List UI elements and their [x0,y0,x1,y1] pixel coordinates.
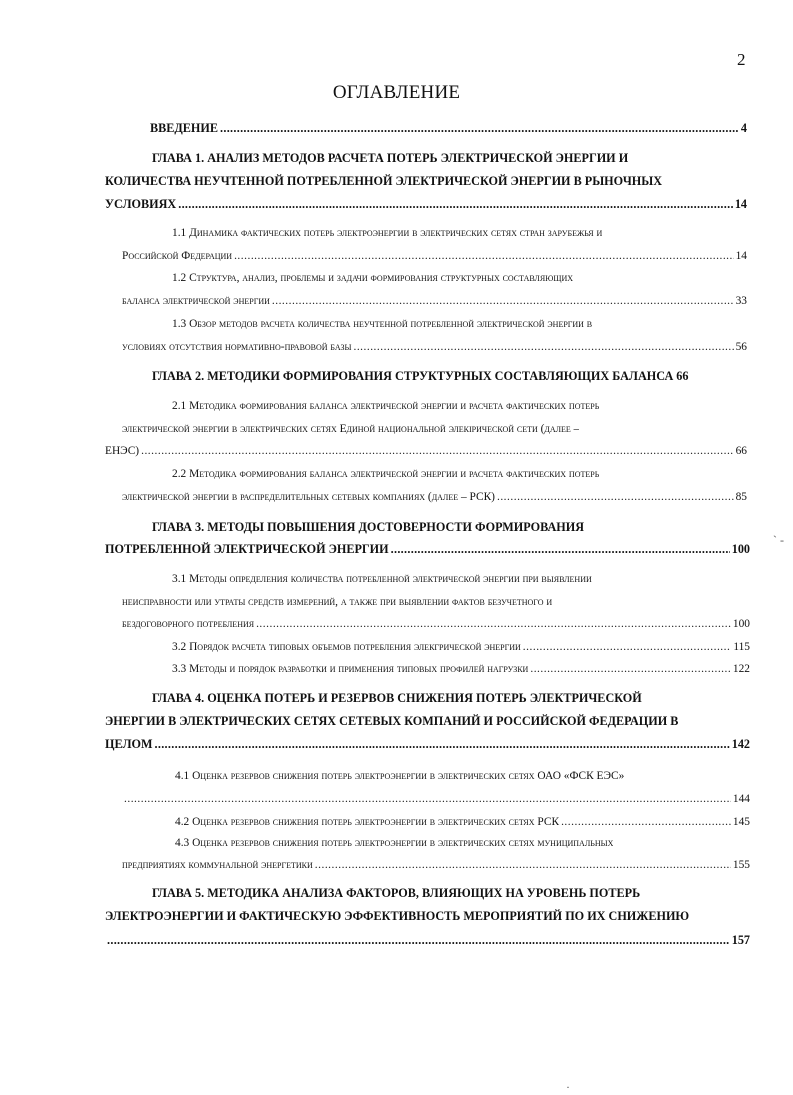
chapter-2-line-1[interactable]: ГЛАВА 2. МЕТОДИКИ ФОРМИРОВАНИЯ СТРУКТУРНЫХ СОСТАВЛЯЮЩИХ БАЛАНСА 66 [152,369,689,383]
scan-artifact: ` - [773,533,784,547]
section-3-1-line-2[interactable]: неисправности или утраты средств измерений, а также при выявлении фактов безучетного и [122,596,553,608]
dot-leader [155,737,730,751]
toc-entry-text: ВВЕДЕНИЕ [150,121,218,135]
toc-entry-text: Российской Федерации [122,250,233,262]
dot-leader [141,444,734,458]
section-3-2[interactable] [172,640,750,654]
section-3-1-line-3[interactable] [122,617,750,631]
section-2-1-line-2[interactable]: электрической энергии в электрических сетях Единой национальной элекірической сети (далее – [122,423,580,435]
chapter-1-line-1[interactable]: ГЛАВА 1. АНАЛИЗ МЕТОДОВ РАСЧЕТА ПОТЕРЬ ЭЛЕКТРИЧЕСКОЙ ЭНЕРГИИ И [152,151,629,165]
section-2-2-line-2[interactable] [122,490,747,504]
section-4-3-line-2[interactable] [122,858,750,872]
toc-entry-page: 33 [735,295,747,307]
section-4-1-line-1[interactable]: 4.1 Оценка резервов снижения потерь электроэнергии в электрических сетях ОАО «ФСК ЕЭС» [175,770,625,782]
toc-entry-page: 14 [735,250,747,262]
toc-entry-text: баланса электрической энергии [122,295,270,307]
dot-leader [530,662,731,676]
dot-leader [124,792,731,806]
section-3-1-line-1[interactable]: 3.1 Методы определения количества потребленной электрической энергии при выявлении [172,573,592,585]
toc-entry-text: ЦЕЛОМ [105,737,153,751]
section-1-3-line-2[interactable] [122,340,747,354]
section-2-1-line-1[interactable]: 2.1 Методика формирования баланса электрической энергии и расчета фактических потерь [172,400,600,412]
dot-leader [272,294,734,308]
toc-entry-page: 115 [733,641,750,653]
chapter-5-line-3[interactable] [105,933,750,947]
section-1-1-line-2[interactable] [122,249,747,263]
chapter-3-line-2[interactable] [105,542,750,556]
toc-entry-page: 145 [732,816,750,828]
toc-entry-text: предприятиях коммунальной энергетики [122,859,313,871]
dot-leader [234,249,734,263]
section-2-2-line-1[interactable]: 2.2 Методика формирования баланса электрической энергии и расчета фактических потерь [172,468,600,480]
toc-entry-intro[interactable] [150,121,747,135]
toc-entry-text: условиях отсутствия нормативно-правовой базы [122,341,352,353]
section-4-1-line-2[interactable] [122,792,750,806]
dot-leader [220,121,739,135]
toc-entry-text: 4.2 Оценка резервов снижения потерь электроэнергии в электрических сетях РСК [175,816,560,828]
toc-entry-page: 85 [735,491,747,503]
toc-entry-page: 14 [734,197,747,211]
chapter-1-line-3[interactable] [105,197,747,211]
toc-entry-text: УСЛОВИЯХ [105,197,177,211]
section-1-2-line-1[interactable]: 1.2 Структура, анализ, проблемы и задачи формирования структурных составляющих [172,272,574,284]
section-1-2-line-2[interactable] [122,294,747,308]
toc-entry-text: электрической энергии в распределительных сетевых компаниях (далее – РСК) [122,491,495,503]
toc-entry-text: бездоговорного потребления [122,618,255,630]
toc-entry-page: 4 [740,121,747,135]
chapter-5-line-1[interactable]: ГЛАВА 5. МЕТОДИКА АНАЛИЗА ФАКТОРОВ, ВЛИЯЮЩИХ НА УРОВЕНЬ ПОТЕРЬ [152,886,641,900]
chapter-4-line-3[interactable] [105,737,750,751]
toc-entry-page: 100 [732,618,750,630]
section-4-3-line-1[interactable]: 4.3 Оценка резервов снижения потерь электроэнергии в электрических сетях муниципальных [175,837,614,849]
dot-leader [523,640,732,654]
dot-leader [353,340,733,354]
page-number: 2 [737,50,746,69]
section-3-3[interactable] [172,662,750,676]
dot-leader [256,617,731,631]
dot-leader [561,815,731,829]
dot-leader [391,542,730,556]
scan-artifact: · [566,1080,570,1094]
dot-leader [497,490,734,504]
toc-entry-text: 3.3 Методы и порядок разработки и применения типовых профилей нагрузки [172,663,529,675]
section-4-2[interactable] [175,815,750,829]
chapter-3-line-1[interactable]: ГЛАВА 3. МЕТОДЫ ПОВЫШЕНИЯ ДОСТОВЕРНОСТИ ФОРМИРОВАНИЯ [152,520,585,534]
toc-entry-text: ЕНЭС) [105,445,140,457]
toc-entry-page: 56 [735,341,747,353]
chapter-5-line-2[interactable]: ЭЛЕКТРОЭНЕРГИИ И ФАКТИЧЕСКУЮ ЭФФЕКТИВНОСТЬ МЕРОПРИЯТИЙ ПО ИХ СНИЖЕНИЮ [105,909,690,923]
toc-entry-page: 144 [732,793,750,805]
section-2-1-line-3[interactable] [105,444,747,458]
chapter-4-line-1[interactable]: ГЛАВА 4. ОЦЕНКА ПОТЕРЬ И РЕЗЕРВОВ СНИЖЕНИЯ ПОТЕРЬ ЭЛЕКТРИЧЕСКОЙ [152,691,642,705]
toc-entry-text: 3.2 Порядок расчета типовых объемов потребления элекгрической энергии [172,641,521,653]
section-1-1-line-1[interactable]: 1.1 Динамика фактических потерь электроэнергии в электрических сетях стран зарубежья и [172,227,603,239]
dot-leader [315,858,731,872]
section-1-3-line-1[interactable]: 1.3 Обзор методов расчета количества неучтенной потребленной электрической энергии в [172,318,593,330]
toc-entry-text: ПОТРЕБЛЕННОЙ ЭЛЕКТРИЧЕСКОЙ ЭНЕРГИИ [105,542,389,556]
toc-entry-page: 66 [735,445,747,457]
chapter-4-line-2[interactable]: ЭНЕРГИИ В ЭЛЕКТРИЧЕСКИХ СЕТЯХ СЕТЕВЫХ КОМПАНИЙ И РОССИЙСКОЙ ФЕДЕРАЦИИ В [105,714,679,728]
toc-title: ОГЛАВЛЕНИЕ [332,82,461,103]
toc-entry-page: 122 [732,663,750,675]
toc-entry-page: 157 [731,933,750,947]
chapter-1-line-2[interactable]: КОЛИЧЕСТВА НЕУЧТЕННОЙ ПОТРЕБЛЕННОЙ ЭЛЕКТРИЧЕСКОЙ ЭНЕРГИИ В РЫНОЧНЫХ [105,174,663,188]
toc-entry-page: 100 [731,542,750,556]
dot-leader [107,933,730,947]
dot-leader [178,197,733,211]
toc-entry-page: 142 [731,737,750,751]
toc-entry-page: 155 [732,859,750,871]
